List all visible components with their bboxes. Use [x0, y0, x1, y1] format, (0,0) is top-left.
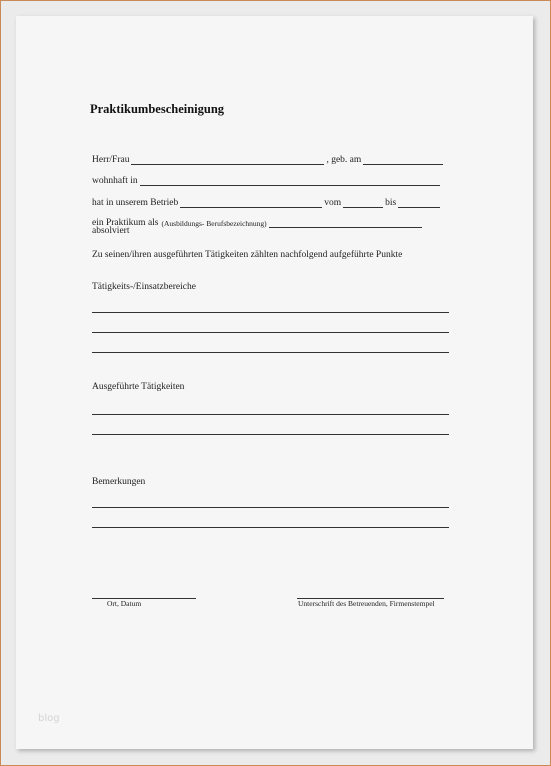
areas-line-3[interactable]	[92, 352, 449, 353]
watermark-text: blog	[38, 713, 60, 724]
tasks-line-2[interactable]	[92, 434, 449, 435]
internship-label: ein Praktikum als	[92, 218, 159, 228]
document-title: Praktikumbescheinigung	[90, 102, 225, 116]
remarks-line-2[interactable]	[92, 527, 449, 528]
internship-row	[92, 215, 424, 228]
address-label: wohnhaft in	[92, 176, 138, 186]
address-row	[92, 173, 442, 186]
tasks-line-1[interactable]	[92, 414, 449, 415]
intro-text: Zu seinen/ihren ausgeführten Tätigkeiten zählten nachfolgend aufgeführte Punkte	[92, 250, 403, 260]
completed-label: absolviert	[92, 226, 130, 236]
document-page	[16, 16, 533, 749]
address-field[interactable]	[140, 175, 440, 186]
areas-line-2[interactable]	[92, 332, 449, 333]
section-tasks-heading: Ausgeführte Tätigkeiten	[92, 382, 185, 392]
company-field[interactable]	[180, 197, 322, 208]
section-remarks-heading: Bemerkungen	[92, 477, 146, 487]
name-field[interactable]	[131, 154, 324, 165]
remarks-line-1[interactable]	[92, 507, 449, 508]
from-date-field[interactable]	[343, 197, 383, 208]
to-date-field[interactable]	[398, 197, 440, 208]
signature-caption: Unterschrift des Betreuenden, Firmenstempel	[298, 599, 435, 608]
from-label: vom	[324, 198, 342, 208]
name-label: Herr/Frau	[92, 155, 130, 165]
period-row	[92, 195, 442, 208]
name-row	[92, 152, 445, 165]
areas-line-1[interactable]	[92, 312, 449, 313]
birthdate-label: , geb. am	[326, 155, 362, 165]
company-label: hat in unserem Betrieb	[92, 198, 179, 208]
section-areas-heading: Tätigkeits-/Einsatzbereiche	[92, 282, 196, 292]
occupation-field[interactable]	[269, 217, 422, 228]
to-label: bis	[385, 198, 397, 208]
internship-note: (Ausbildungs- Berufsbezeichnung)	[161, 219, 267, 228]
birthdate-field[interactable]	[363, 154, 443, 165]
place-date-caption: Ort, Datum	[107, 599, 142, 608]
